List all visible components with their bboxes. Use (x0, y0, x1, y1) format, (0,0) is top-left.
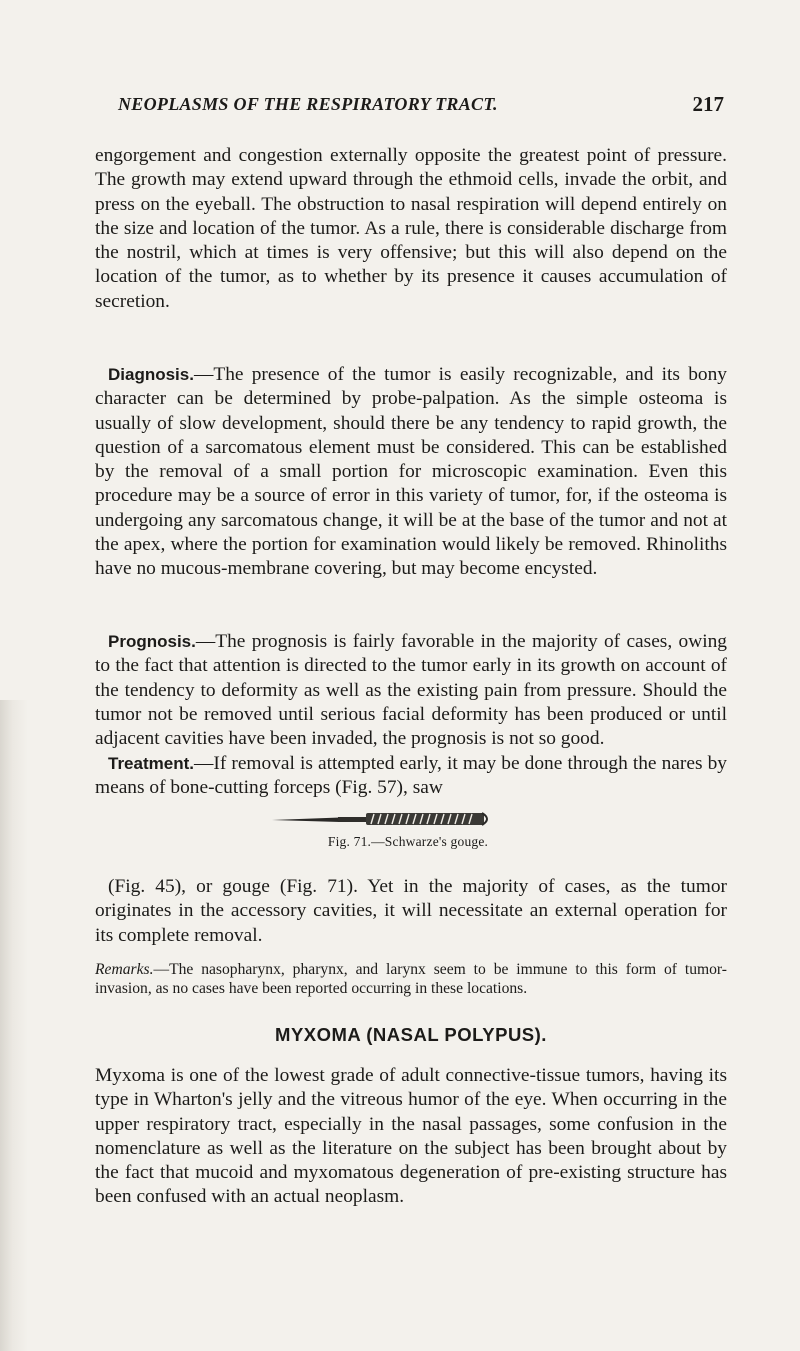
figure-gouge (270, 811, 540, 871)
treatment-lead: Treatment. (108, 754, 194, 773)
gouge-illustration (270, 811, 530, 827)
section-heading: MYXOMA (NASAL POLYPUS). (275, 1024, 547, 1045)
diagnosis-text: —The presence of the tumor is easily recognizable, and its bony character can be determined by probe-palpation. As the simple osteoma is usually of slow development, should there be any tendency to rapid growth, the question of a sarcomatous element must be considered. This can be established by the removal of a small portion for microscopic examination. Even this procedure may be a source of error in this variety of tumor, for, if the osteoma is undergoing any sarcomatous change, it will be at the base of the tumor and not at the apex, where the portion for examination would likely be removed. Rhinoliths have no mucous-membrane covering, but may become encysted. (95, 364, 727, 580)
prognosis-lead: Prognosis. (108, 632, 196, 651)
treatment-text: —If removal is attempted early, it may be done through the nares by means of bone-cutting forceps (Fig. 57), saw (95, 753, 727, 799)
running-head (118, 94, 724, 122)
paragraph-treatment-continued: (Fig. 45), or gouge (Fig. 71). Yet in the majority of cases, as the tumor originates in the accessory cavities, it will necessitate an external operation for its complete removal. (95, 876, 727, 946)
remarks-label: Remarks. (95, 961, 154, 978)
running-title: NEOPLASMS OF THE RESPIRATORY TRACT. (118, 94, 498, 114)
diagnosis-lead: Diagnosis. (108, 365, 194, 384)
paragraph-treatment (95, 752, 727, 801)
prognosis-text: —The prognosis is fairly favorable in the majority of cases, owing to the fact that attention is directed to the tumor early in its growth on account of the tendency to deformity as well as the existing pain from pressure. Should the tumor not be removed until serious facial deformity has been produced or until adjacent cavities have been invaded, the prognosis is not so good. (95, 631, 727, 750)
paragraph-diagnosis (95, 363, 727, 582)
paragraph-prognosis (95, 630, 727, 751)
figure-caption: Fig. 71.—Schwarze's gouge. (327, 834, 489, 849)
paragraph-continuation: engorgement and congestion externally opposite the greatest point of pressure. The growth may extend upward through the ethmoid cells, invade the orbit, and press on the eyeball. The obstruction to nasal respiration will depend entirely on the size and location of the tumor. As a rule, there is considerable discharge from the nostril, which at times is very offensive; but this will also depend on the location of the tumor, as to whether by its presence it causes accumulation of secretion. (95, 145, 727, 312)
remarks-note (95, 960, 727, 998)
remarks-text: —The nasopharynx, pharynx, and larynx seem to be immune to this form of tumor-invasion, as no cases have been reported occurring in these locations. (95, 961, 727, 997)
page-number: 217 (692, 92, 724, 116)
paragraph-myxoma: Myxoma is one of the lowest grade of adult connective-tissue tumors, having its type in Wharton's jelly and the vitreous humor of the eye. When occurring in the upper respiratory tract, especially in the nasal passages, some confusion in the nomenclature as well as the literature on the subject has been brought about by the fact that mucoid and myxomatous degeneration of pre-existing structure has been confused with an actual neoplasm. (95, 1065, 727, 1208)
